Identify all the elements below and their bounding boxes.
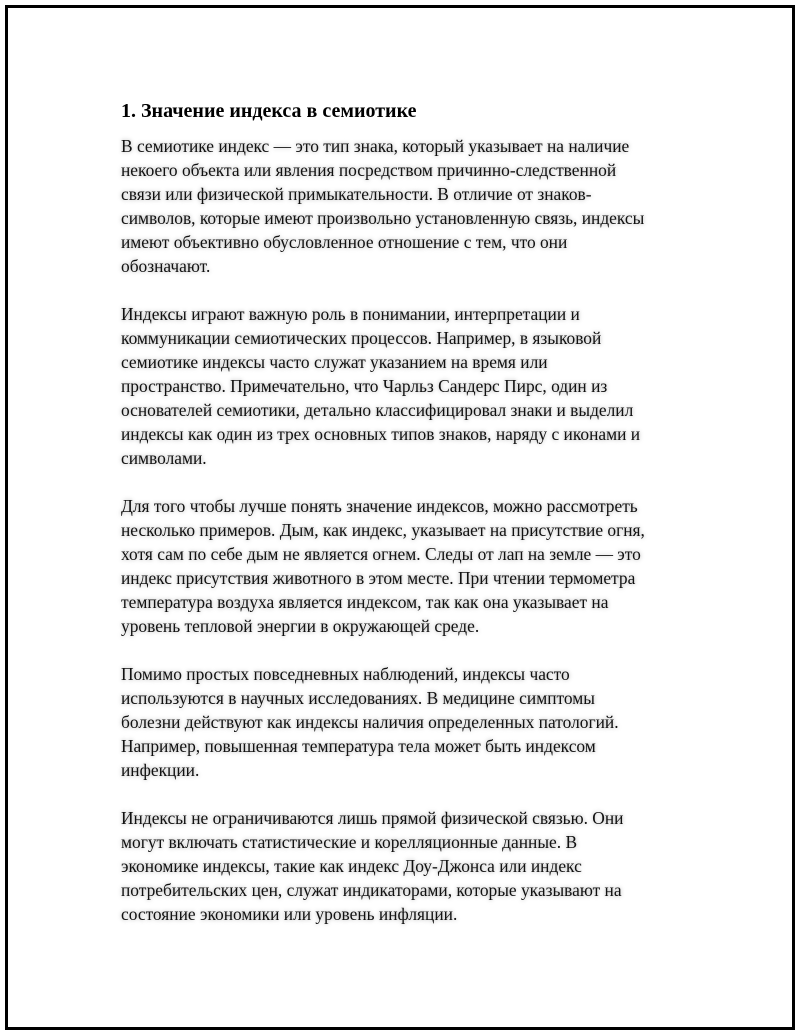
text-line: индексы как один из трех основных типов знаков, наряду с иконами и (121, 424, 641, 444)
text-line: Индексы играют важную роль в понимании, интерпретации и (121, 304, 580, 324)
paragraph-2 (121, 302, 691, 470)
text-line: экономике индексы, такие как индекс Доу-Джонса или индекс (121, 856, 582, 876)
text-line: состояние экономики или уровень инфляции. (121, 904, 458, 924)
text-line: обозначают. (121, 256, 211, 276)
text-line: основателей семиотики, детально классифицировал знаки и выделил (121, 400, 634, 420)
text-line: коммуникации семиотических процессов. Например, в языковой (121, 328, 602, 348)
section-heading: 1. Значение индекса в семиотике (121, 100, 417, 122)
text-line: В семиотике индекс — это тип знака, который указывает на наличие (121, 136, 630, 156)
text-line: болезни действуют как индексы наличия определенных патологий. (121, 712, 619, 732)
text-line: Помимо простых повседневных наблюдений, индексы часто (121, 664, 570, 684)
text-line: инфекции. (121, 760, 200, 780)
text-line: семиотике индексы часто служат указанием на время или (121, 352, 548, 372)
text-line: символами. (121, 448, 207, 468)
text-line: связи или физической примыкательности. В отличие от знаков- (121, 184, 592, 204)
text-line: могут включать статистические и корелляционные данные. В (121, 832, 578, 852)
page-frame (5, 5, 795, 1030)
paragraph-1 (121, 134, 691, 278)
text-line: некоего объекта или явления посредством причинно-следственной (121, 160, 617, 180)
text-line: температура воздуха является индексом, так как она указывает на (121, 592, 609, 612)
text-line: уровень тепловой энергии в окружающей среде. (121, 616, 480, 636)
paragraph-3 (121, 494, 691, 638)
text-line: используются в научных исследованиях. В медицине симптомы (121, 688, 595, 708)
paragraph-5 (121, 806, 691, 926)
text-line: Индексы не ограничиваются лишь прямой физической связью. Они (121, 808, 624, 828)
text-line: индекс присутствия животного в этом месте. При чтении термометра (121, 568, 636, 588)
text-line: символов, которые имеют произвольно установленную связь, индексы (121, 208, 645, 228)
text-line: пространство. Примечательно, что Чарльз Сандерс Пирс, один из (121, 376, 608, 396)
text-line: Например, повышенная температура тела может быть индексом (121, 736, 596, 756)
text-line: Для того чтобы лучше понять значение индексов, можно рассмотреть (121, 496, 638, 516)
text-line: потребительских цен, служат индикаторами, которые указывают на (121, 880, 622, 900)
text-line: хотя сам по себе дым не является огнем. Следы от лап на земле — это (121, 544, 641, 564)
paragraph-4 (121, 662, 691, 782)
text-line: несколько примеров. Дым, как индекс, указывает на присутствие огня, (121, 520, 645, 540)
document-content (121, 98, 691, 950)
text-line: имеют объективно обусловленное отношение с тем, что они (121, 232, 568, 252)
